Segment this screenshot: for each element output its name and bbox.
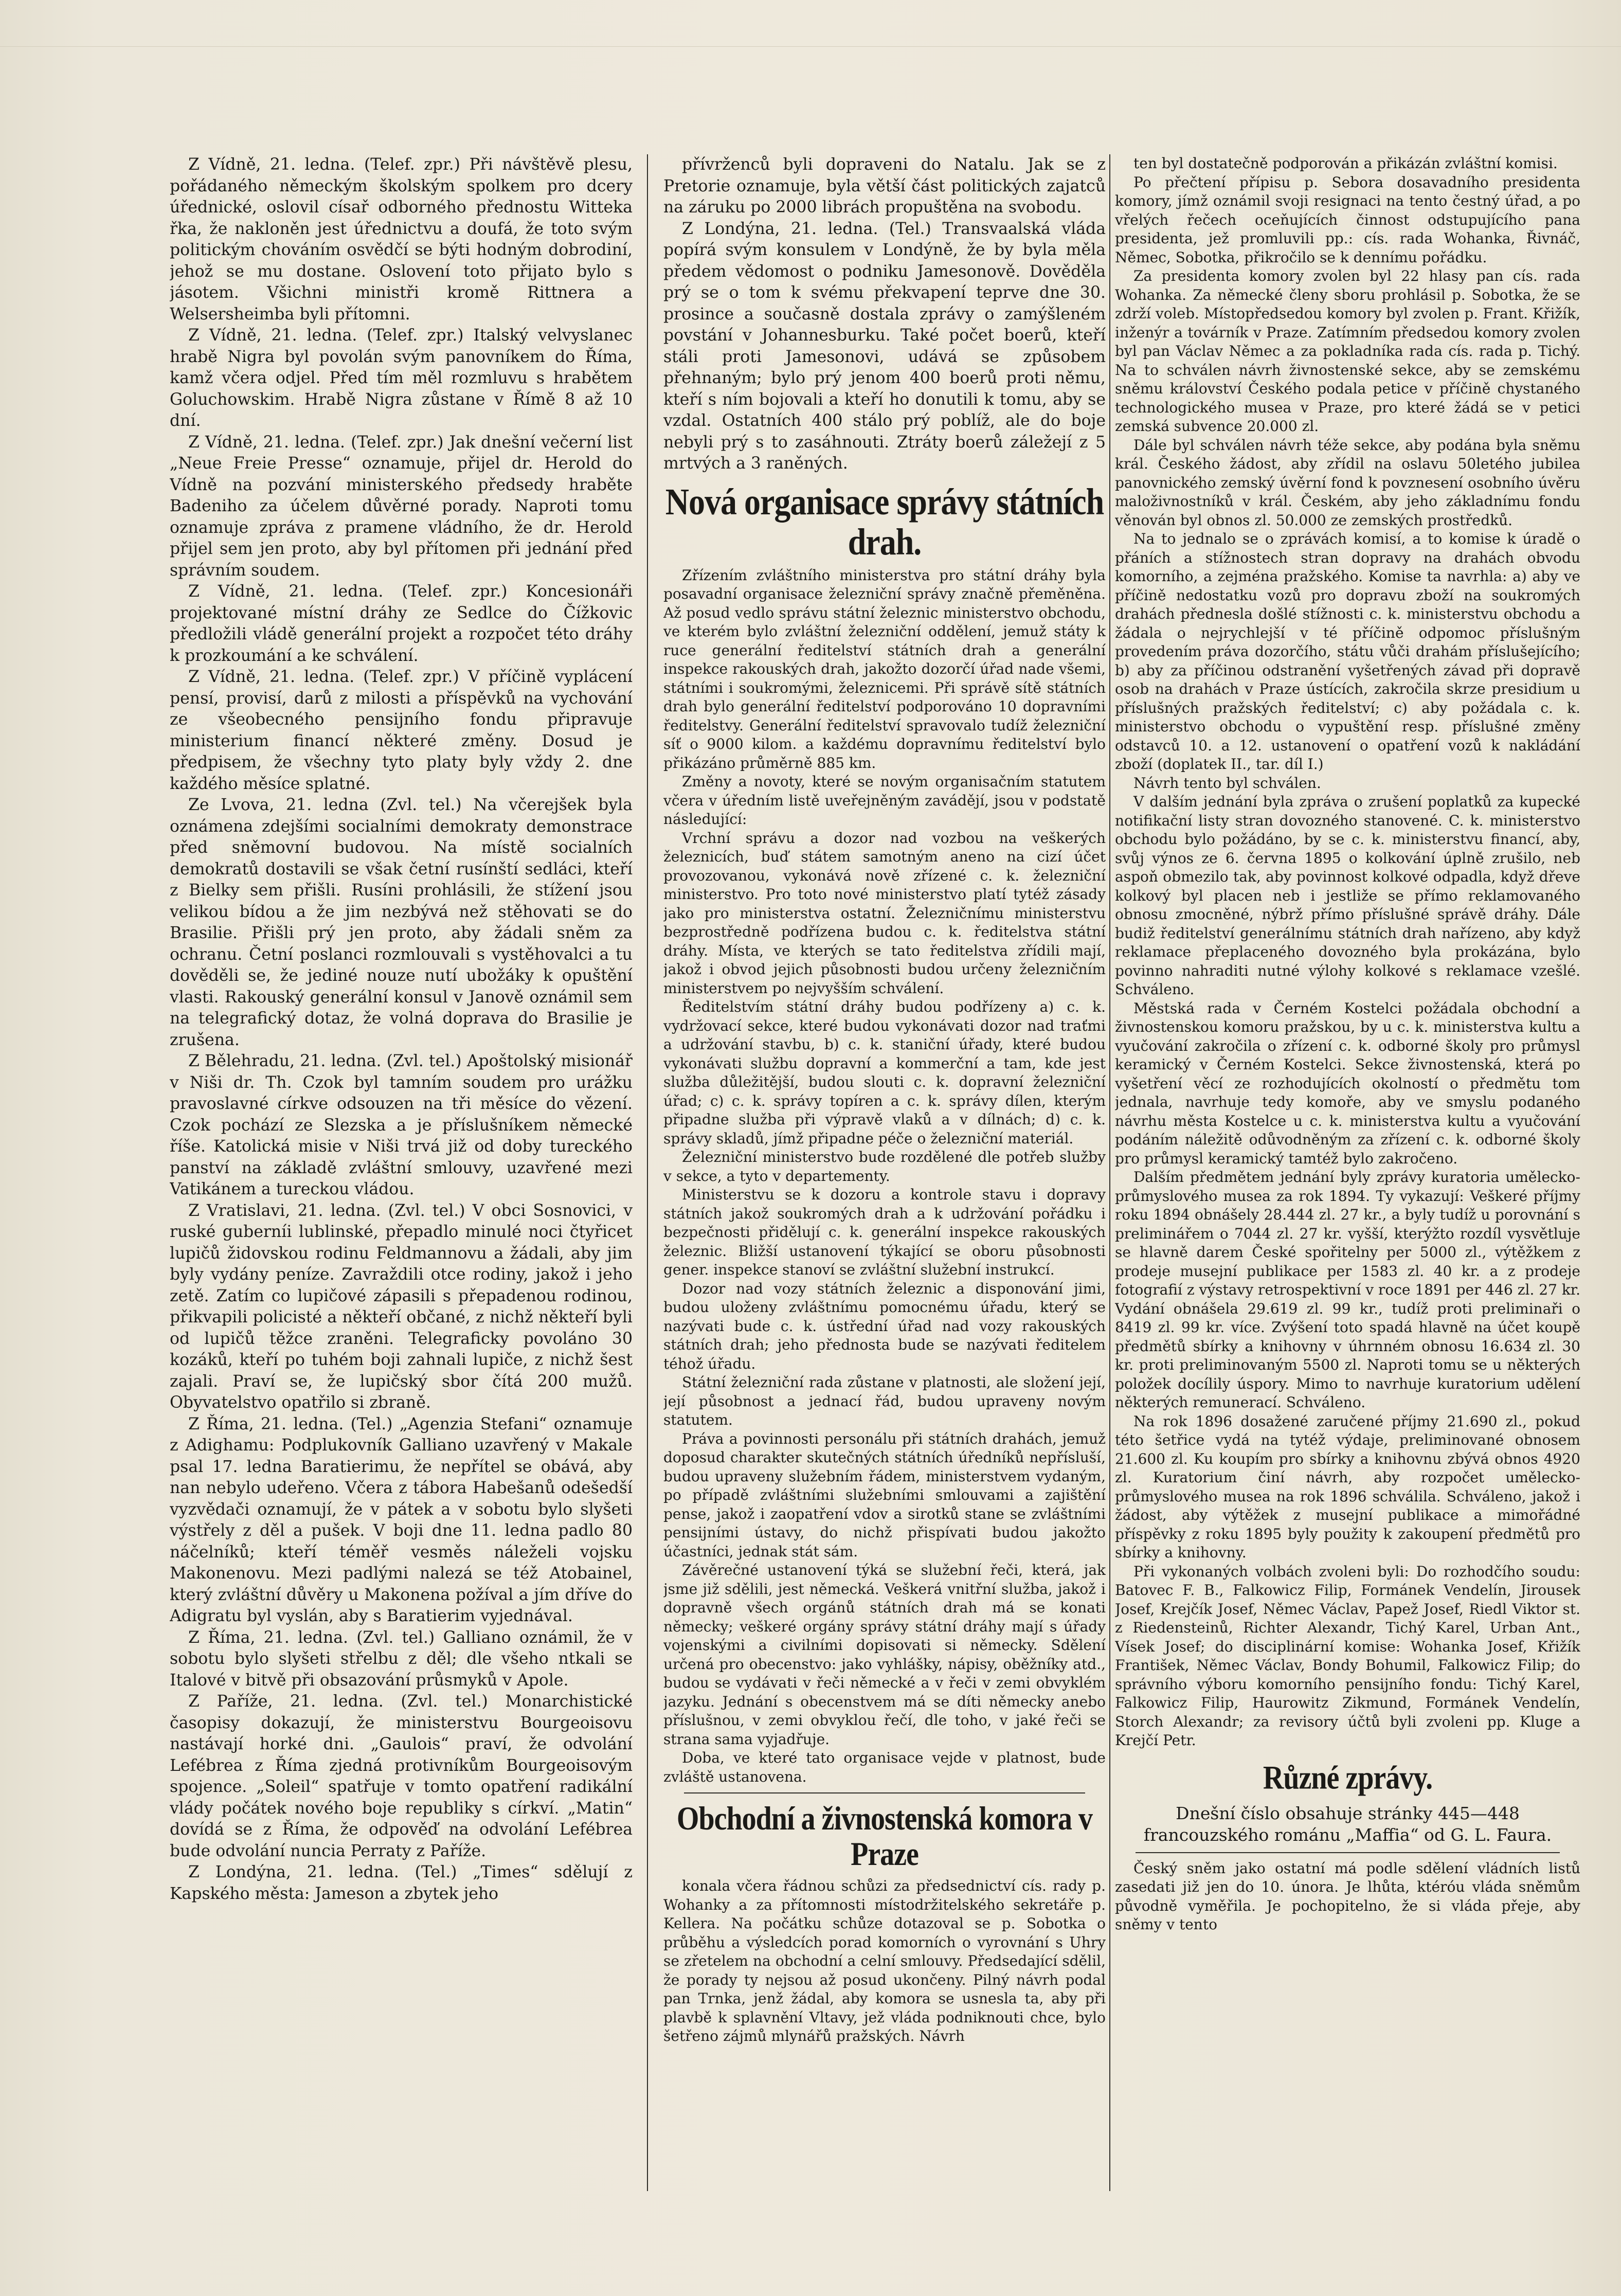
- article-paragraph: Ministerstvu se k dozoru a kontrole stavu i dopravy státních jakož soukromých drah a k udržování pořádku i bezpečnosti přidělují c. k. generální inspekce rakouských železnic. Bližší ustanovení týkající se oboru působnosti gener. inspekce stanoví se zvláštní služební instrukcí.: [663, 1186, 1106, 1278]
- article-paragraph: Změny a novoty, které se novým organisačním statutem včera v úředním listě uveřejněným zavádějí, jsou v podstatě následující:: [663, 773, 1106, 828]
- article-paragraph: Vrchní správu a dozor nad vozbou na veškerých železnicích, buď státem samotným aneno na cizí účet provozovanou, vykonává nově zřízené c. k. železniční ministerstvo. Pro toto nové ministerstvo platí tytéž zásady jako pro ministerstva ostatní. Železničnímu ministerstvu bezprostředně podřízena budou c. k. ředitelstva státní dráhy. Místa, ve kterých se tato ředitelstva zřídili mají, jakož i obvod jejich působnosti budou určeny železničním ministerstvem po nejvyšším schválení.: [663, 829, 1106, 997]
- news-item: Ze Lvova, 21. ledna (Zvl. tel.) Na včerejšek byla oznámena zdejšími socialními demokraty demonstrace před sněmovní budovou. Na místě socialních demokratů dostavili se však četní rusínští sedláci, kteří z Bielky sem přišli. Rusíni prohlásili, že stížení jsou velikou bídou a že jim nezbývá než stěhovati se do Brasilie. Přišli prý jen proto, aby žádali sněm za ochranu. Četní poslanci rozmlouvali s vystěhovalci a tu dověděli se, že jediné nouze nutí ubožáky k opuštění vlasti. Rakouský generální konsul v Janově oznámil sem na telegrafický dotaz, že volná doprava do Brasilie je zrušena.: [170, 796, 633, 1049]
- section-divider: [684, 1792, 1085, 1793]
- article-paragraph: Na rok 1896 dosažené zaručené příjmy 21.690 zl., pokud této šetřice vydá na tytéž výdaje, preliminované obnosem 21.600 zl. Ku koupím pro sbírky a knihovnu zbývá obnos 4920 zl. Kuratorium činí návrh, aby rozpočet umělecko-průmyslového musea na rok 1896 schválila. Schváleno, jakož i žádost, aby výtěžek z musejní publikace a mimořádné příspěvky z roku 1895 byly použity k zakoupení předmětů pro sbírky a knihovny.: [1115, 1412, 1580, 1561]
- news-item: Z Vídně, 21. ledna. (Telef. zpr.) Jak dnešní večerní list „Neue Freie Presse“ oznamuje, přijel dr. Herold do Vídně na pozvání ministerského předsedy hraběte Badeniho za účelem důvěrné porady. Naproti tomu oznamuje zpráva z pramene vládního, že dr. Herold přijel sem jen proto, aby byl přítomen při jednání před správním soudem.: [170, 433, 633, 580]
- section-title-railways: Nová organisace správy státních drah.: [665, 480, 1104, 563]
- novel-notice: Dnešní číslo obsahuje stránky 445—448 francouzského románu „Maffia“ od G. L. Faura.: [1143, 1803, 1552, 1845]
- article-paragraph: Ředitelstvím státní dráhy budou podřízeny a) c. k. vydržovací sekce, které budou vykonávati dozor nad traťmi a udržování stavbu, b) c. k. staniční úřady, které budou vykonávati službu dopravní a kommerční a tam, kde jest služba důležitější, budou slouti c. k. dopravní železniční úřad; c) c. k. správy topíren a c. k. správy dílen, kterým připadne služba při výpravě vlaků a v dílnách; d) c. k. správy skladů, jímž připadne péče o železniční materiál.: [663, 998, 1106, 1147]
- article-paragraph: Dozor nad vozy státních železnic a disponování jimi, budou uloženy zvláštnímu pomocnému úřadu, který se nazývati bude c. k. ústřední úřad nad vozy rakouských státních drah; jeho přednosta bude se nazývati ředitelem téhož úřadu.: [663, 1280, 1106, 1372]
- article-paragraph: Dalším předmětem jednání byly zprávy kuratoria umělecko-průmyslového musea za rok 1894. Ty vykazují: Veškeré příjmy roku 1894 obnášely 28.444 zl. 27 kr., a byly tudíž u porovnání s preliminářem o 7044 zl. 27 kr. vyšší, kterýžto rozdíl vysvětluje se hlavně darem České spořitelny per 5000 zl., výtěžkem z prodeje musejní publikace per 1583 zl. 40 kr. a z prodeje fotografií z výstavy retrospektivní v roce 1891 per 446 zl. 27 kr. Vydání obnášela 29.619 zl. 99 kr., tudíž proti preliminaři o 8419 zl. 99 kr. více. Zvýšení toto spadá hlavně na účet koupě předmětů sbírky a knihovny v úhrnném obnosu 16.634 zl. 30 kr. proti preliminovaným 5500 zl. Naproti tomu se u některých položek docílily úspory. Mimo to navrhuje kuratorium udělení některých remunerací. Schváleno.: [1115, 1169, 1580, 1411]
- article-paragraph: ten byl dostatečně podporován a přikázán zvláštní komisi.: [1133, 155, 1558, 172]
- article-paragraph: Na to jednalo se o zprávách komisí, a to komise k úradě o přáních a stížnostech stran dopravy na drahách obvodu komorního, a zejména pražského. Komise ta navrhla: a) aby ve příčině nedostatku vozů pro dopravu zboží na soukromých drahách přednesla došlé stížnosti c. k. ministerstvu obchodu a žádala o nejrychlejší v té příčině odpomoc příslušným provedením práva dozorčího, státu vůči drahám příslušejícího; b) aby za příčinou odstranění vyšetřených závad při dopravě osob na drahách v Praze ústících, zakročila skrze presidium u příslušných pražských ředitelství; c) aby požádala c. k. ministerstvo obchodu o vypuštění resp. příslušné změny odstavců 10. a 12. ustanovení o opatření vozů k nakládání zboží (doplatek II., tar. díl I.): [1115, 530, 1580, 773]
- page-top-edge: [0, 0, 1621, 47]
- article-paragraph: Po přečtení přípisu p. Sebora dosavadního presidenta komory, jímž oznámil svoji resignaci na tento čestný úřad, a po vřelých řečech oceňujících činnost odstupujícího pana presidenta, jež promluvili pp.: cís. rada Wohanka, Řivnáč, Němec, Sobotka, přikročilo se k dennímu pořádku.: [1115, 173, 1580, 266]
- section-title-chamber: Obchodní a živnostenská komora v Praze: [676, 1800, 1093, 1873]
- article-paragraph: Za presidenta komory zvolen byl 22 hlasy pan cís. rada Wohanka. Za německé členy sboru prohlásil p. Sobotka, že se zdrží voleb. Místopředsedou komory byl zvolen p. Frant. Křižík, inženýr a továrník v Praze. Zatímním předsedou komory zvolen byl pan Václav Němec a za pokladníka rada cís. rada p. Tichý. Na to schválen návrh živnostenské sekce, aby se zemskému sněmu království Českého podala petice v příčině chystaného technologického musea v Praze, pro které žádá se v petici zemská subvence 20.000 zl.: [1115, 267, 1580, 435]
- article-paragraph: Železniční ministerstvo bude rozdělené dle potřeb služby v sekce, a tyto v departementy.: [663, 1149, 1106, 1185]
- article-paragraph: Český sněm jako ostatní má podle sdělení vládních listů zasedati již jen do 10. února. Je lhůta, ktéróu vláda sněmům původně vyměřila. Je pochopitelno, že si vláda přeje, aby sněmy v tento: [1115, 1859, 1580, 1933]
- article-paragraph: Státní železniční rada zůstane v platnosti, ale složení její, její působnost a jednací řád, budou upraveny novým statutem.: [663, 1374, 1106, 1428]
- column-2: [663, 154, 1106, 2273]
- railways-article: [663, 566, 1106, 1787]
- news-item: Z Vídně, 21. ledna. (Telef. zpr.) Koncesionáři projektované místní dráhy ze Sedlce do Čížkovic předložili vládě generální projekt a rozpočet této dráhy k prozkoumání a ke schválení.: [170, 582, 633, 665]
- article-paragraph: Návrh tento byl schválen.: [1133, 774, 1321, 792]
- news-item: přívrženců byli dopraveni do Natalu. Jak se z Pretorie oznamuje, byla větší část politických zajatců na záruku po 2000 librách propuštěna na svobodu.: [663, 155, 1106, 217]
- news-item: Z Vídně, 21. ledna. (Telef. zpr.) Italský velvyslanec hrabě Nigra byl povolán svým panovníkem do Říma, kamž včera odjel. Před tím měl rozmluvu s hrabětem Goluchowskim. Hrabě Nigra zůstane v Římě 8 až 10 dní.: [170, 326, 633, 430]
- article-paragraph: Práva a povinnosti personálu při státních drahách, jemuž doposud charakter skutečných státních úředníků nepřísluší, budou upraveny služebním řádem, ministerstvem vydaným, po případě zvláštními služebními smlouvami a zajištění pense, jakož i zaopatření vdov a sirotků stane se zvláštními pensijními ústavy, do nichž přispívati budou jakožto účastníci, jednak stát sám.: [663, 1430, 1106, 1560]
- news-item: Z Londýna, 21. ledna. (Tel.) „Times“ sdělují z Kapského města: Jameson a zbytek jeho: [170, 1863, 633, 1903]
- news-item: Z Vídně, 21. ledna. (Telef. zpr.) V příčině vyplácení pensí, provisí, darů z milosti a příspěvků na vychování ze všeobecného pensijního fondu připravuje ministerium financí některé změny. Dosud je předpisem, že všechny tyto platy byly vždy 2. dne každého měsíce splatné.: [170, 668, 633, 793]
- article-paragraph: Městská rada v Černém Kostelci požádala obchodní a živnostenskou komoru pražskou, by u c. k. ministerstva kultu a vyučování zakročila o zřízení c. k. odborné školy pro průmysl keramický v Černém Kostelci. Sekce živnostenská, která po vyšetření věcí ze rozhodujících okolností o předmětu tom jednala, navrhuje tedy komoře, aby ve smyslu podaného návrhu města Kostelce u c. k. ministerstva kultu a vyučování podáním náležitě odůvodněným za zřízení c. k. odborné školy pro průmysl keramický tamtéž bylo zakročeno.: [1115, 999, 1580, 1167]
- news-item: Z Paříže, 21. ledna. (Zvl. tel.) Monarchistické časopisy dokazují, že ministerstvu Bourgeoisovu nastávají horké dni. „Gaulois“ praví, že odvolání Lefébrea z Říma zjedná protivníkům Bourgeoisovým spojence. „Soleil“ spatřuje v tomto opatření radikální vlády počátek nového boje republiky s církví. „Matin“ dovídá se z Říma, že odpověď na odvolání Lefébrea bude odvolání nuncia Perraty z Paříže.: [170, 1692, 633, 1860]
- article-paragraph: Závěrečné ustanovení týká se služební řeči, která, jak jsme již sdělili, jest německá. Veškerá vnitřní služba, jakož i dopravně všech orgánů státních drah má se konati německy; veškeré orgány správy státní dráhy mají s úřady vojenskými a civilními dopisovati si německy. Sdělení určená pro obecenstvo: jako vyhlášky, nápisy, oběžníky atd., budou se vydávati v řeči německé a v řeči v zemi obvyklém jazyku. Jednání s obecenstvem má se díti německy anebo příslušnou, v zemi obvyklou řečí, dle toho, v jaké řeči se strana sama vyjadřuje.: [663, 1562, 1106, 1748]
- column-rule-1: [647, 154, 648, 2191]
- section-divider: [1136, 1852, 1560, 1853]
- news-item: Z Říma, 21. ledna. (Tel.) „Agenzia Stefani“ oznamuje z Adighamu: Podplukovník Galliano uzavřený v Makale psal 17. ledna Baratierimu, že nepřítel se obává, aby nan nebylo udeřeno. Včera z tábora Habešanů odešedší vyzvědači oznamují, že v pátek a v sobotu bylo slyšeti výstřely z děl a pušek. V boji dne 11. ledna padlo 80 náčelníků; kteří téměř vesměs náleželi vojsku Makonenovu. Mezi padlými nalezá se též Atobainel, který zvláštní důvěry u Makonena požíval a jím dříve do Adigratu byl vyslán, aby s Baratierim vyjednával.: [170, 1414, 633, 1625]
- article-paragraph: V dalším jednání byla zpráva o zrušení poplatků za kupecké notifikační listy stran dovozného stanovené. C. k. ministerstvo obchodu bylo požádáno, by se c. k. ministerstvu financí, aby, svůj výnos ze 6. června 1895 o kolkování úplně zrušilo, neb aspoň obmezilo tak, aby povinnost kolkové odpadla, když dřeve kolkový byl placen neb i jestliže se přímo reklamovaného obnosu zmocněné, nýbrž přímo příslušné správě dráhy. Dále budiž ředitelství generálnímu státních drah nařízeno, aby když reklamace přeplaceného dovozného byla prokázána, bylo povinno nahraditi nutné výlohy kolkové s reklamace vzešlé. Schváleno.: [1115, 793, 1580, 998]
- column-1: [170, 154, 633, 2273]
- news-item: Z Londýna, 21. ledna. (Tel.) Transvaalská vláda popírá svým konsulem v Londýně, že by byla měla předem vědomost o podniku Jamesonově. Dověděla prý se o tom k svému překvapení teprve dne 30. prosince a současně dostala zprávy o zamýšleném povstání v Johannesburku. Také počet boerů, kteří stáli proti Jamesonovi, udává se způsobem přehnaným; bylo prý jenom 400 boerů proti němu, kteří s ním bojovali a kteří ho donutili k tomu, aby se vzdal. Ostatních 400 stálo prý poblíž, ale do boje nebyli prý s to zasáhnouti. Ztráty boerů záležejí z 5 mrtvých a 3 raněných.: [663, 219, 1106, 473]
- news-item: Z Bělehradu, 21. ledna. (Zvl. tel.) Apoštolský misionář v Niši dr. Th. Czok byl tamním soudem pro urážku pravoslavné církve odsouzen na tři měsíce do vězení. Czok pochází ze Slezska a je příslušníkem německé říše. Katolická misie v Niši trvá již od doby tureckého panství na základě zvláštní smlouvy, uzavřené mezi Vatikánem a tureckou vládou.: [170, 1052, 633, 1198]
- article-paragraph: Dále byl schválen návrh téže sekce, aby podána byla sněmu král. Českého žádost, aby zřídil na oslavu 50letého jubilea panovnického zemský úvěrní fond k povznesení osobního úvěru maloživnostníků v král. Českém, aby jeho základnímu fondu věnován byl obnos zl. 50.000 ze zemských prostředků.: [1115, 436, 1580, 529]
- chamber-article-start: [663, 1877, 1106, 2046]
- news-item: Z Vídně, 21. ledna. (Telef. zpr.) Při návštěvě plesu, pořádaného německým školským spolkem pro dcery úřednické, oslovil císař odborného přednostu Witteka řka, že nakloněn jest úřednictvu a doufá, že toto svým politickým chováním osvědčí se býti hodným dobrodiní, jehož se mu dostane. Oslovení toto přijato bylo s jásotem. Všichni ministři kromě Rittnera a Welsersheimba byli přítomni.: [170, 155, 633, 324]
- article-paragraph: Zřízením zvláštního ministerstva pro státní dráhy byla posavadní organisace železniční správy značně přeměněna. Až posud vedlo správu státní železnic ministerstvo obchodu, ve kterém bylo zvláštní železniční oddělení, jemuž státy k ruce generální ředitelství státních drah a generální inspekce rakouských drah, jakožto dozorčí úřad nade všemi, státními i soukromými, železnicemi. Při správě sítě státních drah bylo generální ředitelství podporováno 10 dopravními ředitelstvy. Generální ředitelství spravovalo tudíž železniční síť o 9000 kilom. a každému dopravnímu ředitelství bylo přikázáno průměrně 885 km.: [663, 566, 1106, 772]
- column-rule-2: [1109, 154, 1110, 2191]
- article-paragraph: Při vykonaných volbách zvoleni byli: Do rozhodčího soudu: Batovec F. B., Falkowicz Filip, Formánek Vendelín, Jirousek Josef, Krejčík Josef, Němec Václav, Papež Josef, Riedl Viktor st. z Riedensteinů, Richter Alexandr, Tichý Karel, Urban Ant., Vísek Josef; do disciplinární komise: Wohanka Josef, Křižík František, Němec Václav, Bondy Bohumil, Falkowicz Filip; do správního výboru komorního pensijního fondu: Tichý Karel, Falkowicz Filip, Haurowitz Zikmund, Formánek Vendelín, Storch Alexandr; za revisory účtů byli zvoleni pp. Kluge a Krejčí Petr.: [1115, 1563, 1580, 1749]
- article-paragraph: konala včera řádnou schůzi za předsednictví cís. rady p. Wohanky a za přítomnosti místodržitelského sekretáře p. Kellera. Na počátku schůze dotazoval se p. Sobotka o průběhu a výsledcích porad komorních o vyrovnání s Uhry se zřetelem na obchodní a celní smlouvy. Předsedající sdělil, že porady ty nejsou až posud ukončeny. Pilný návrh podal pan Trnka, jenž žádal, aby komora se usnesla ta, aby při plavbě k splavnění Vltavy, jež vláda podniknouti chce, bylo šetřeno zájmů mlynářů pražských. Návrh: [663, 1877, 1106, 2044]
- news-item: Z Říma, 21. ledna. (Zvl. tel.) Galliano oznámil, že v sobotu bylo slyšeti střelbu z děl; dle všeho ntkali se Italové v bitvě při obsazování průsmyků v Apole.: [170, 1628, 633, 1690]
- news-item: Z Vratislavi, 21. ledna. (Zvl. tel.) V obci Sosnovici, v ruské guberníi lublinské, přepadlo minulé noci čtyřicet lupičů židovskou rodinu Feldmannovu a žádali, aby jim byly vydány peníze. Zavraždili otce rodiny, jakož i jeho zetě. Zatím co lupičové zápasili s přepadenou rodinou, přikvapili policisté a někteří občané, z nichž někteří byli od lupičů těžce zraněni. Telegraficky povoláno 30 kozáků, kteří po tuhém boji zahnali lupiče, z nichž šest zajali. Praví se, že lupičský sbor čítá 200 mužů. Obyvatelstvo opatřilo si zbraně.: [170, 1201, 633, 1412]
- article-paragraph: Doba, ve které tato organisace vejde v platnost, bude zvláště ustanovena.: [663, 1749, 1106, 1785]
- section-title-various: Různé zprávy.: [1263, 1759, 1433, 1797]
- column-3: [1115, 154, 1580, 2273]
